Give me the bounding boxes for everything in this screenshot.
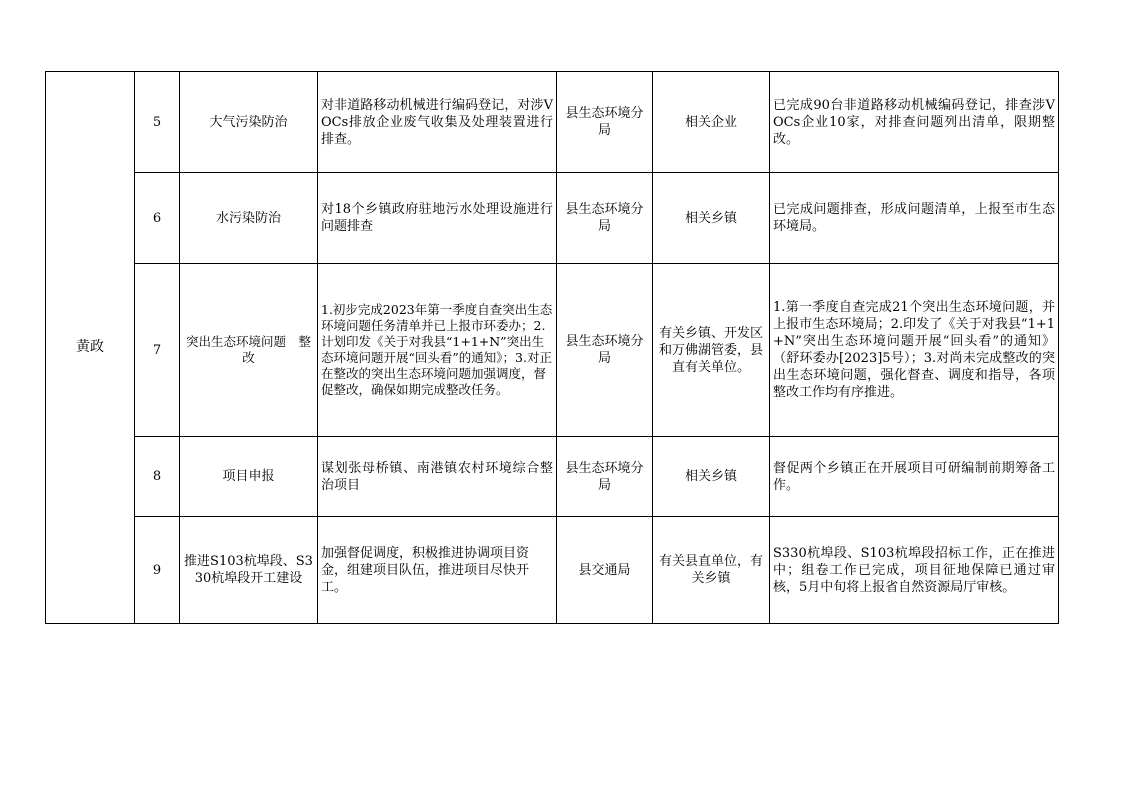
task-content: 对非道路移动机械进行编码登记，对涉VOCs排放企业废气收集及处理装置进行排查。 xyxy=(318,72,557,173)
progress: 督促两个乡镇正在开展项目可研编制前期筹备工作。 xyxy=(770,437,1059,517)
work-progress-table xyxy=(45,71,1059,624)
task-content: 对18个乡镇政府驻地污水处理设施进行问题排查 xyxy=(318,173,557,264)
task-item: 大气污染防治 xyxy=(180,72,318,173)
progress: 1.第一季度自查完成21个突出生态环境问题，并上报市生态环境局；2.印发了《关于对我县“1+1+N”突出生态环境问题开展“回头看”的通知》（舒环委办[2023]5号）；3.对尚未完成整改的突出生态环境问题，强化督查、调度和指导，各项整改工作均有序推进。 xyxy=(770,264,1059,437)
table-row xyxy=(46,437,1059,517)
task-item: 水污染防治 xyxy=(180,173,318,264)
table-row xyxy=(46,517,1059,624)
task-content: 加强督促调度，积极推进协调项目资金，组建项目队伍，推进项目尽快开工。 xyxy=(318,517,557,624)
task-content: 1.初步完成2023年第一季度自查突出生态环境问题任务清单并已上报市环委办；2.计划印发《关于对我县“1+1+N”突出生态环境问题开展“回头看”的通知》；3.对正在整改的突出生态环境问题加强调度，督促整改，确保如期完成整改任务。 xyxy=(318,264,557,437)
row-number: 5 xyxy=(135,72,180,173)
row-number: 9 xyxy=(135,517,180,624)
coop-unit: 相关企业 xyxy=(653,72,770,173)
task-item: 项目申报 xyxy=(180,437,318,517)
lead-unit: 县生态环境分局 xyxy=(557,72,653,173)
lead-unit: 县交通局 xyxy=(557,517,653,624)
progress: S330杭埠段、S103杭埠段招标工作，正在推进中；组卷工作已完成，项目征地保障已通过审核，5月中旬将上报省自然资源局厅审核。 xyxy=(770,517,1059,624)
row-number: 6 xyxy=(135,173,180,264)
lead-unit: 县生态环境分局 xyxy=(557,437,653,517)
coop-unit: 有关乡镇、开发区和万佛湖管委，县直有关单位。 xyxy=(653,264,770,437)
table-row xyxy=(46,264,1059,437)
lead-unit: 县生态环境分局 xyxy=(557,264,653,437)
coop-unit: 相关乡镇 xyxy=(653,173,770,264)
row-number: 7 xyxy=(135,264,180,437)
table-row xyxy=(46,173,1059,264)
progress: 已完成问题排查，形成问题清单，上报至市生态环境局。 xyxy=(770,173,1059,264)
coop-unit: 有关县直单位，有关乡镇 xyxy=(653,517,770,624)
row-number: 8 xyxy=(135,437,180,517)
table-row xyxy=(46,72,1059,173)
leader-cell: 黄政 xyxy=(46,72,135,624)
task-content: 谋划张母桥镇、南港镇农村环境综合整治项目 xyxy=(318,437,557,517)
progress: 已完成90台非道路移动机械编码登记，排查涉VOCs企业10家，对排查问题列出清单，限期整改。 xyxy=(770,72,1059,173)
task-item: 突出生态环境问题 整改 xyxy=(180,264,318,437)
coop-unit: 相关乡镇 xyxy=(653,437,770,517)
lead-unit: 县生态环境分局 xyxy=(557,173,653,264)
task-item: 推进S103杭埠段、S330杭埠段开工建设 xyxy=(180,517,318,624)
